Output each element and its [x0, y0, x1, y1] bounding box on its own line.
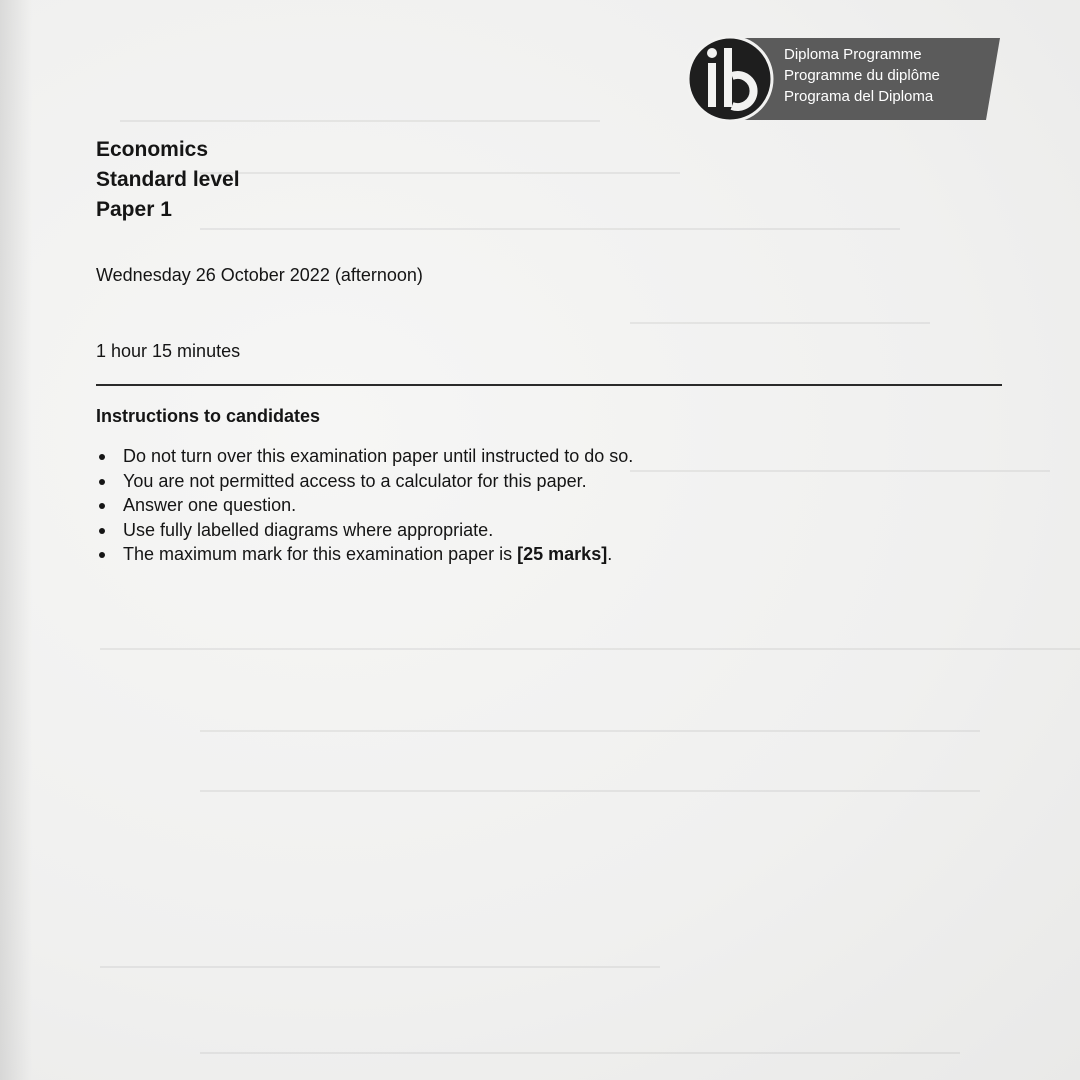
bleed-through-line — [100, 966, 660, 968]
paper-title: Paper 1 — [96, 198, 172, 221]
logo-i-stem — [708, 63, 716, 107]
logo-i-dot — [707, 48, 717, 58]
instruction-item: Do not turn over this examination paper until instructed to do so. — [96, 444, 633, 469]
divider-rule — [96, 384, 1002, 386]
instruction-item-max-mark — [96, 542, 633, 567]
bleed-through-line — [200, 1052, 960, 1054]
page-edge-shadow — [0, 0, 32, 1080]
bleed-through-line — [630, 470, 1050, 472]
subject-title: Economics — [96, 138, 209, 161]
exam-duration: 1 hour 15 minutes — [96, 341, 241, 361]
instruction-item: You are not permitted access to a calculator for this paper. — [96, 469, 633, 494]
exam-date: Wednesday 26 October 2022 (afternoon) — [96, 265, 423, 285]
max-mark-suffix: . — [607, 544, 613, 564]
bleed-through-line — [630, 322, 930, 324]
ib-diploma-logo — [684, 36, 1004, 122]
bleed-through-line — [100, 648, 1080, 650]
bleed-through-line — [200, 172, 680, 174]
instruction-item: Answer one question. — [96, 493, 633, 518]
bleed-through-line — [200, 790, 980, 792]
bleed-through-line — [200, 730, 980, 732]
exam-title-block — [96, 135, 240, 225]
bleed-through-line — [120, 120, 600, 122]
logo-b-stem — [724, 48, 732, 107]
programme-line-fr: Programme du diplôme — [784, 67, 940, 84]
instruction-item: Use fully labelled diagrams where appropriate. — [96, 518, 633, 543]
instructions-list — [96, 444, 633, 567]
programme-line-en: Diploma Programme — [784, 46, 922, 63]
programme-line-es: Programa del Diploma — [784, 88, 934, 105]
instructions-heading: Instructions to candidates — [96, 406, 321, 426]
max-mark-value: [25 marks] — [517, 544, 608, 564]
max-mark-prefix: The maximum mark for this examination paper is — [123, 544, 518, 564]
bleed-through-line — [200, 228, 900, 230]
level-title: Standard level — [96, 168, 240, 191]
programme-name-lines — [784, 44, 940, 107]
